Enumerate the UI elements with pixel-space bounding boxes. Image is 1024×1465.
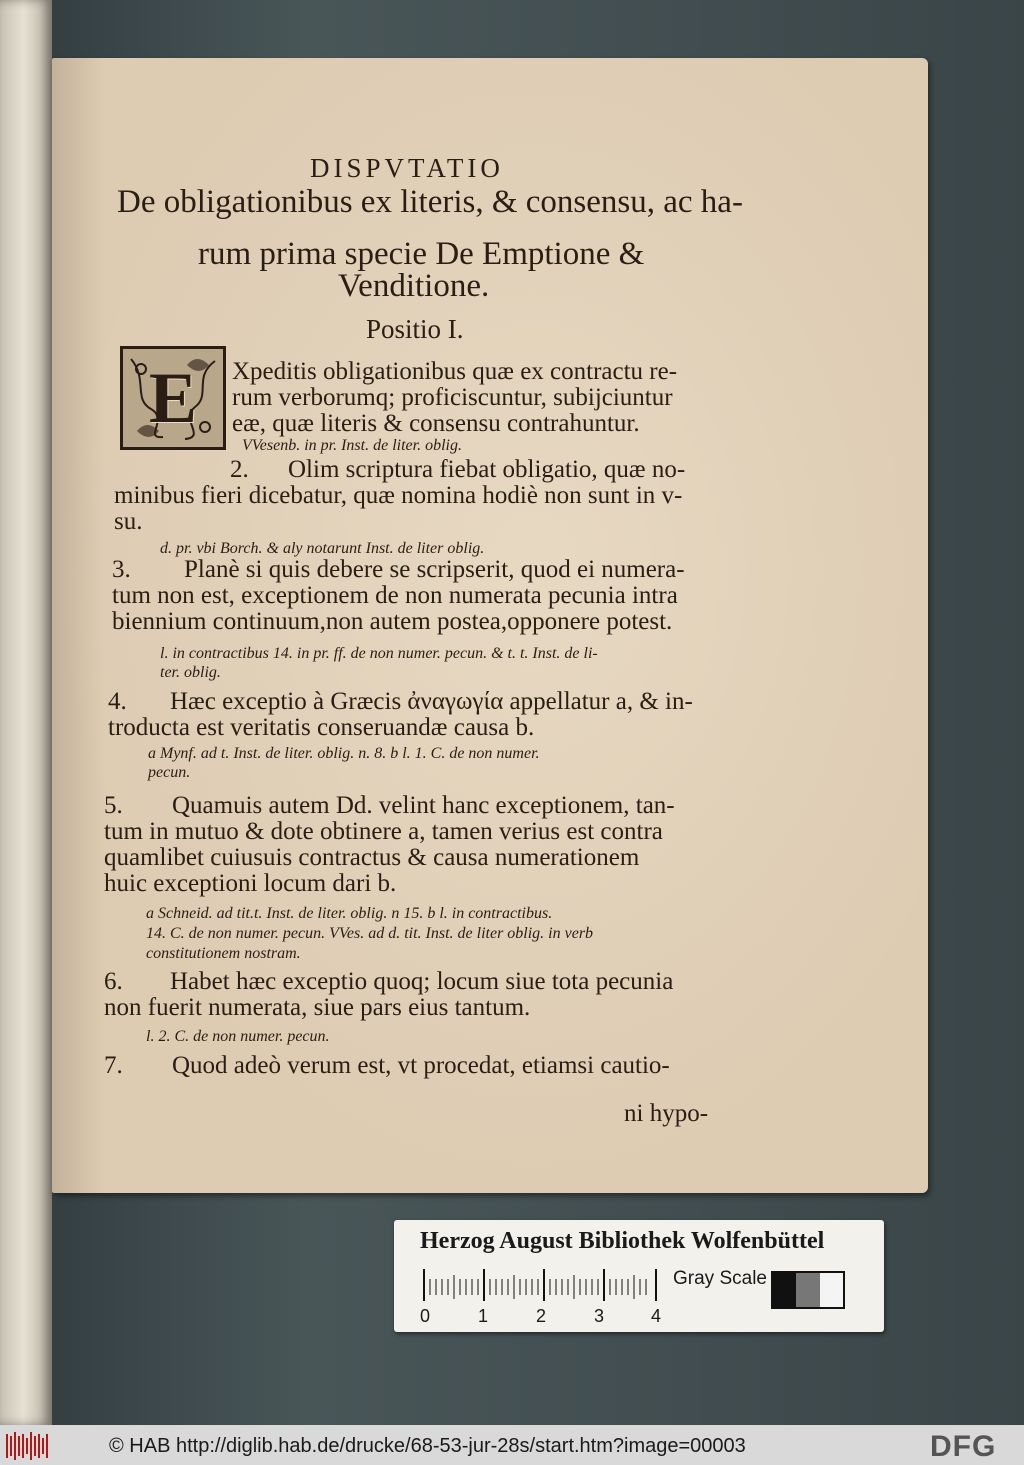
paragraph-line: quamlibet cuiusuis contractus & causa numerationem: [104, 844, 640, 871]
item-number: 6.: [104, 968, 123, 995]
disputation-label: DISPVTATIO: [310, 153, 504, 183]
gray-patch-light: [820, 1273, 843, 1307]
marginal-note: 14. C. de non numer. pecun. VVes. ad d. tit. Inst. de liter oblig. in verb: [146, 925, 594, 942]
paragraph-line: Quamuis autem Dd. velint hanc exceptionem, tan-: [172, 792, 675, 819]
paragraph-line: tum in mutuo & dote obtinere a, tamen verius est contra: [104, 818, 663, 845]
paragraph-line: eæ, quæ literis & consensu contrahuntur.: [232, 410, 640, 437]
gray-patch-mid: [796, 1273, 819, 1307]
ruler-label: 0: [420, 1306, 431, 1326]
library-name: Herzog August Bibliothek Wolfenbüttel: [420, 1228, 825, 1254]
copyright-text: © HAB: [109, 1435, 171, 1457]
paragraph-line: troducta est veritatis conseruandæ causa b.: [108, 714, 535, 741]
paragraph-line: rum verborumq; proficiscuntur, subijciuntur: [232, 384, 673, 411]
marginal-note: constitutionem nostram.: [146, 945, 301, 962]
dfg-logo: DFG: [930, 1430, 997, 1463]
source-url-link[interactable]: http://diglib.hab.de/drucke/68-53-jur-28s/start.htm?image=00003: [176, 1435, 746, 1457]
marginal-note: a Schneid. ad tit.t. Inst. de liter. oblig. n 15. b l. in contractibus.: [146, 905, 553, 922]
paragraph-line: Habet hæc exceptio quoq; locum siue tota pecunia: [170, 968, 674, 995]
ruler-label: 1: [478, 1306, 489, 1326]
item-number: 3.: [112, 556, 131, 583]
paragraph-line: su.: [114, 508, 143, 535]
item-number: 2.: [230, 456, 249, 483]
ruler-label: 3: [594, 1306, 605, 1326]
left-page-edge: [0, 0, 52, 1425]
paragraph-line: Quod adeò verum est, vt procedat, etiamsi cautio-: [172, 1052, 670, 1079]
marginal-note: pecun.: [148, 764, 191, 781]
ruler-label: 4: [651, 1306, 662, 1326]
gray-scale-strip: [771, 1271, 845, 1309]
marginal-note: l. in contractibus 14. in pr. ff. de non numer. pecun. & t. t. Inst. de li-: [160, 645, 598, 662]
marginal-note: d. pr. vbi Borch. & aly notarunt Inst. de liter oblig.: [160, 540, 485, 557]
title-line: rum prima specie De Emptione &: [198, 236, 645, 272]
marginal-note: VVesenb. in pr. Inst. de liter. oblig.: [242, 437, 462, 454]
item-number: 5.: [104, 792, 123, 819]
catchword: ni hypo-: [624, 1100, 709, 1127]
section-heading: Positio I.: [366, 314, 464, 344]
paragraph-line: non fuerit numerata, siue pars eius tantum.: [104, 994, 531, 1021]
item-number: 7.: [104, 1052, 123, 1079]
paragraph-line: tum non est, exceptionem de non numerata pecunia intra: [112, 582, 678, 609]
paragraph-line: Xpeditis obligationibus quæ ex contractu re-: [232, 358, 678, 385]
decorated-initial: [120, 346, 226, 450]
paragraph-line: huic exceptioni locum dari b.: [104, 870, 397, 897]
title-line: De obligationibus ex literis, & consensu, ac ha-: [117, 184, 743, 220]
initial-letter: E: [148, 357, 198, 438]
barcode-icon: [6, 1432, 48, 1460]
paragraph-line: Planè si quis debere se scripserit, quod ei numera-: [184, 556, 685, 583]
item-number: 4.: [108, 688, 127, 715]
gray-patch-dark: [773, 1273, 796, 1307]
ruler-scale: [420, 1265, 660, 1305]
ruler-label: 2: [536, 1306, 547, 1326]
paragraph-line: Olim scriptura fiebat obligatio, quæ no-: [288, 456, 686, 483]
paragraph-line: minibus fieri dicebatur, quæ nomina hodiè non sunt in v-: [114, 482, 683, 509]
title-line: Venditione.: [338, 268, 490, 304]
marginal-note: l. 2. C. de non numer. pecun.: [146, 1028, 330, 1045]
paragraph-line: biennium continuum,non autem postea,opponere potest.: [112, 608, 673, 635]
gray-scale-label: Gray Scale: [673, 1268, 767, 1289]
paragraph-line: Hæc exceptio à Græcis ἀναγωγία appellatur a, & in-: [170, 688, 693, 715]
marginal-note: ter. oblig.: [160, 664, 221, 681]
marginal-note: a Mynf. ad t. Inst. de liter. oblig. n. 8. b l. 1. C. de non numer.: [148, 745, 540, 762]
